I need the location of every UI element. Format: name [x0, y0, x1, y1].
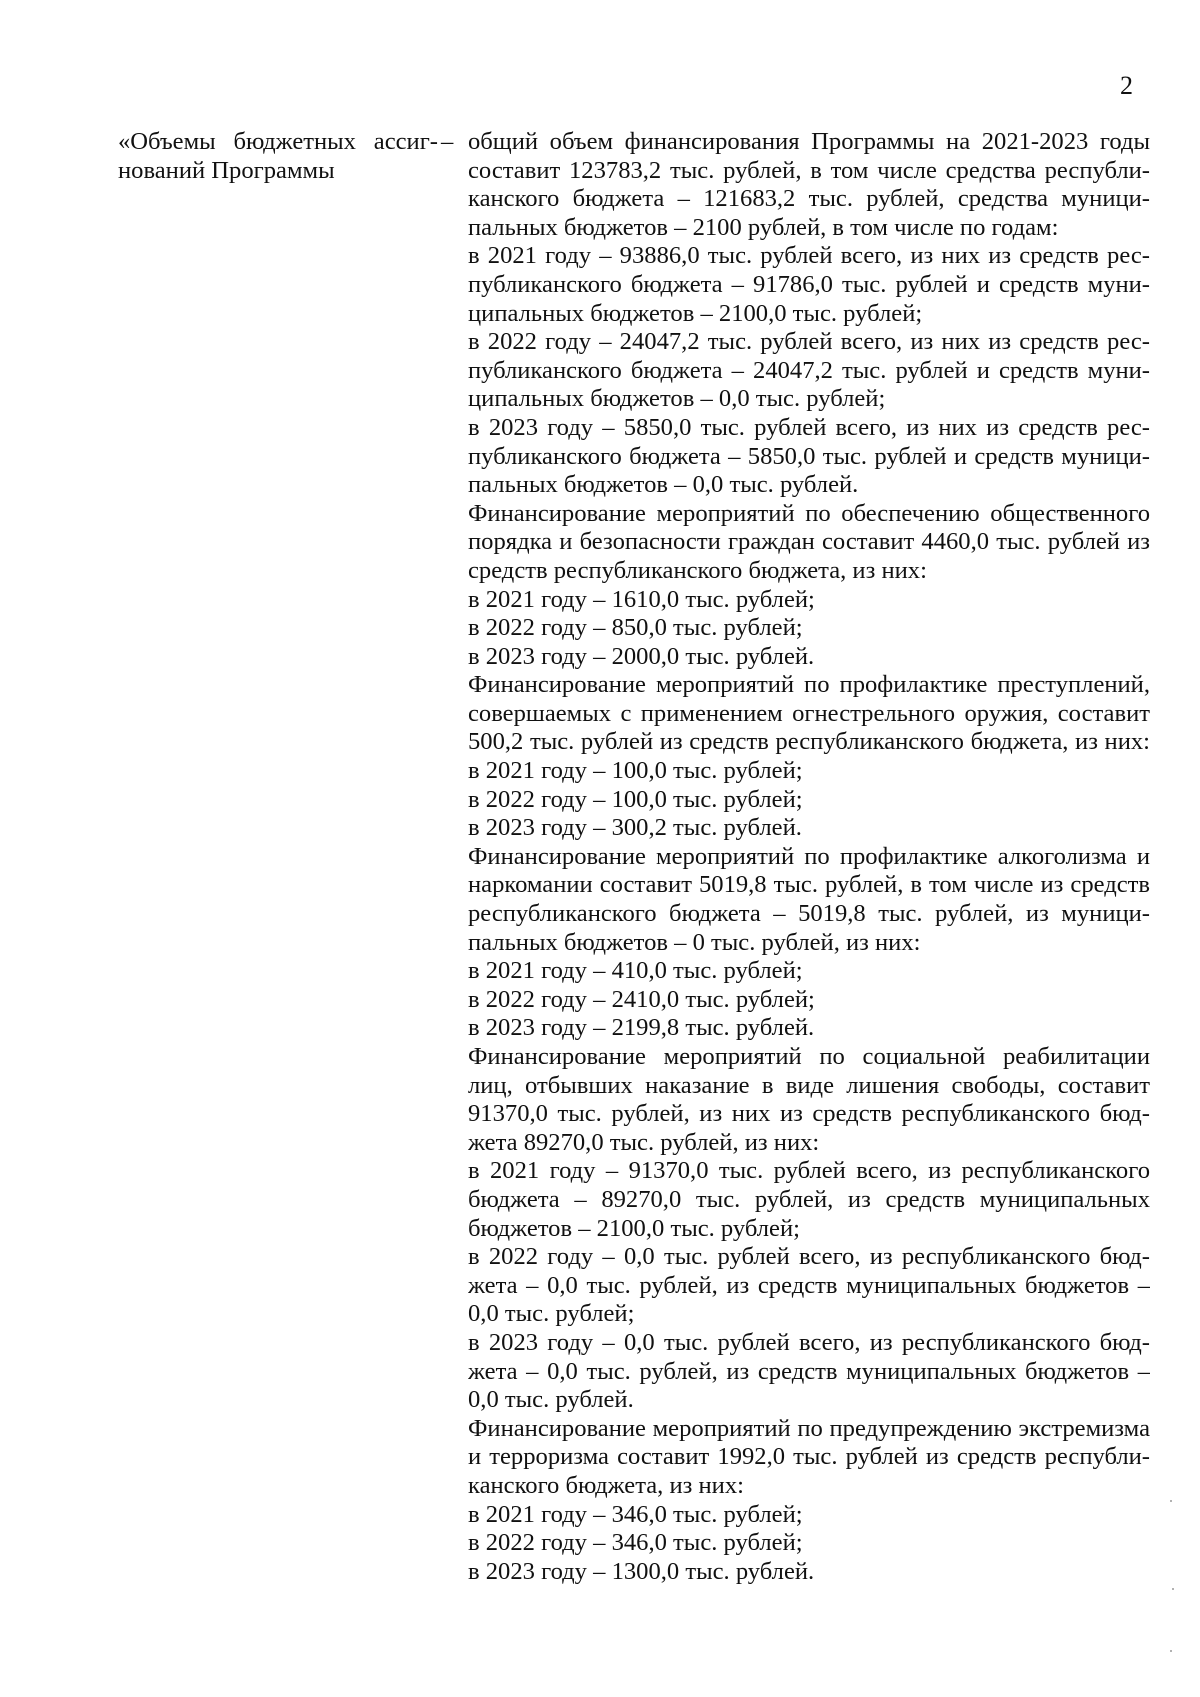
- content-line: в 2022 году – 346,0 тыс. рублей;: [468, 1529, 803, 1557]
- content-line: в 2022 году – 2410,0 тыс. рублей;: [468, 985, 815, 1013]
- passport-value-text: [468, 128, 1150, 1586]
- content-line: Финансирование мероприятий по профилактике преступлений,: [468, 671, 1150, 699]
- content-line: наркомании составит 5019,8 тыс. рублей, в том числе из средств: [468, 871, 1150, 899]
- content-line: Финансирование мероприятий по профилактике алкоголизма и: [468, 842, 1150, 870]
- content-line: в 2023 году – 2199,8 тыс. рублей.: [468, 1014, 815, 1042]
- passport-label-line: «Объемы бюджетных ассиг-: [118, 128, 438, 155]
- content-line: в 2021 году – 346,0 тыс. рублей;: [468, 1500, 803, 1528]
- content-line: и терроризма составит 1992,0 тыс. рублей из средств республи-: [468, 1443, 1150, 1471]
- content-line: бюджета – 89270,0 тыс. рублей, из средств муниципальных: [468, 1185, 1150, 1213]
- content-line: в 2021 году – 93886,0 тыс. рублей всего, из них из средств рес-: [468, 242, 1150, 270]
- content-line: в 2021 году – 91370,0 тыс. рублей всего, из республиканского: [468, 1157, 1150, 1185]
- content-line: в 2022 году – 100,0 тыс. рублей;: [468, 785, 803, 813]
- content-line: порядка и безопасности граждан составит 4460,0 тыс. рублей из: [468, 528, 1150, 556]
- content-line: канского бюджета, из них:: [468, 1471, 744, 1499]
- content-line: в 2022 году – 0,0 тыс. рублей всего, из республиканского бюд-: [468, 1243, 1150, 1271]
- content-line: публиканского бюджета – 91786,0 тыс. рублей и средств муни-: [468, 270, 1150, 298]
- content-line: 91370,0 тыс. рублей, из них из средств республиканского бюд-: [468, 1100, 1150, 1128]
- content-line: ципальных бюджетов – 2100,0 тыс. рублей;: [468, 299, 923, 327]
- scan-artifact: [1172, 1588, 1174, 1590]
- content-line: в 2023 году – 2000,0 тыс. рублей.: [468, 642, 815, 670]
- page-number: 2: [1120, 71, 1133, 100]
- content-line: в 2021 году – 100,0 тыс. рублей;: [468, 757, 803, 785]
- content-line: пальных бюджетов – 0 тыс. рублей, из них:: [468, 928, 921, 956]
- scan-artifact: [1170, 1500, 1172, 1502]
- content-line: общий объем финансирования Программы на 2021-2023 годы: [468, 128, 1150, 155]
- content-line: совершаемых с применением огнестрельного оружия, составит: [468, 699, 1150, 727]
- content-line: в 2023 году – 5850,0 тыс. рублей всего, из них из средств рес-: [468, 413, 1150, 441]
- content-line: в 2022 году – 24047,2 тыс. рублей всего, из них из средств рес-: [468, 328, 1150, 356]
- content-line: в 2023 году – 300,2 тыс. рублей.: [468, 814, 802, 842]
- content-line: в 2023 году – 0,0 тыс. рублей всего, из республиканского бюд-: [468, 1328, 1150, 1356]
- content-line: 0,0 тыс. рублей.: [468, 1386, 634, 1414]
- passport-label: [118, 128, 438, 185]
- content-line: публиканского бюджета – 5850,0 тыс. рублей и средств муници-: [468, 442, 1150, 470]
- content-line: публиканского бюджета – 24047,2 тыс. рублей и средств муни-: [468, 356, 1150, 384]
- content-line: 500,2 тыс. рублей из средств республиканского бюджета, из них:: [468, 728, 1150, 756]
- content-line: республиканского бюджета – 5019,8 тыс. рублей, из муници-: [468, 900, 1150, 928]
- content-line: составит 123783,2 тыс. рублей, в том числе средства республи-: [468, 156, 1150, 184]
- content-line: Финансирование мероприятий по предупреждению экстремизма: [468, 1414, 1150, 1442]
- content-line: в 2022 году – 850,0 тыс. рублей;: [468, 614, 803, 642]
- scan-artifact: [1170, 1650, 1172, 1652]
- content-line: Финансирование мероприятий по обеспечению общественного: [468, 499, 1150, 527]
- content-line: пальных бюджетов – 2100 рублей, в том числе по годам:: [468, 213, 1059, 241]
- content-line: средств республиканского бюджета, из них:: [468, 556, 927, 584]
- content-line: ципальных бюджетов – 0,0 тыс. рублей;: [468, 385, 886, 413]
- content-line: 0,0 тыс. рублей;: [468, 1300, 635, 1328]
- content-line: лиц, отбывших наказание в виде лишения свободы, составит: [468, 1071, 1150, 1099]
- content-line: жета – 0,0 тыс. рублей, из средств муниципальных бюджетов –: [468, 1357, 1150, 1385]
- content-line: пальных бюджетов – 0,0 тыс. рублей.: [468, 471, 859, 499]
- content-line: жета 89270,0 тыс. рублей, из них:: [468, 1128, 820, 1156]
- content-line: бюджетов – 2100,0 тыс. рублей;: [468, 1214, 800, 1242]
- content-line: канского бюджета – 121683,2 тыс. рублей, средства муници-: [468, 185, 1150, 213]
- content-line: жета – 0,0 тыс. рублей, из средств муниципальных бюджетов –: [468, 1271, 1150, 1299]
- content-line: в 2021 году – 410,0 тыс. рублей;: [468, 957, 803, 985]
- content-line: в 2021 году – 1610,0 тыс. рублей;: [468, 585, 815, 613]
- passport-label-line: нований Программы: [118, 156, 335, 184]
- separator-dash: –: [441, 128, 454, 155]
- content-line: Финансирование мероприятий по социальной реабилитации: [468, 1043, 1150, 1070]
- content-line: в 2023 году – 1300,0 тыс. рублей.: [468, 1557, 815, 1585]
